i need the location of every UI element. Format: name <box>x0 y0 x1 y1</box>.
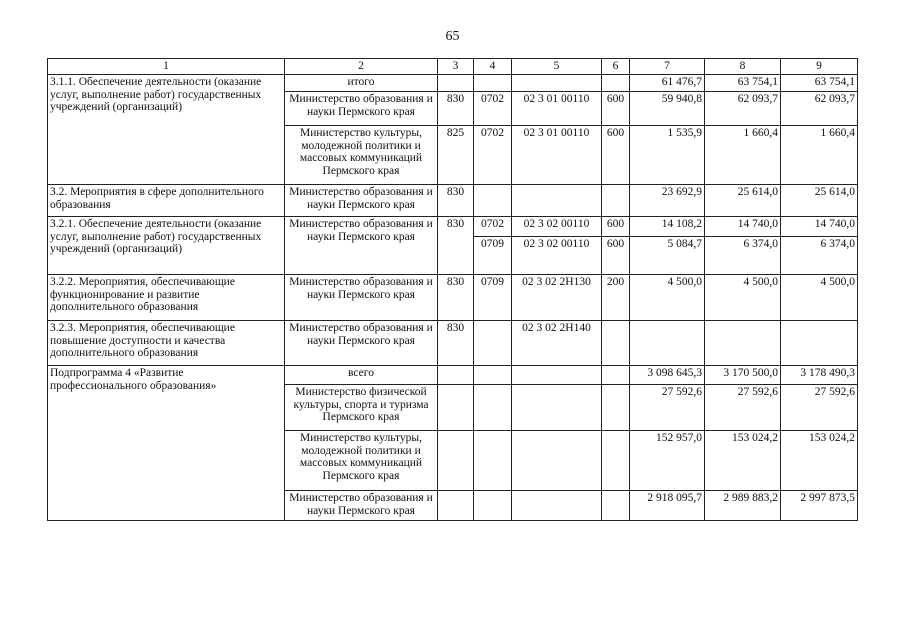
year3-value: 2 997 873,5 <box>781 491 858 521</box>
target-article-cell <box>512 385 602 431</box>
year2-value: 3 170 500,0 <box>705 366 781 385</box>
section-cell <box>474 366 512 385</box>
year1-value: 4 500,0 <box>630 275 705 321</box>
section-cell: 0702 <box>474 92 512 126</box>
year1-value: 59 940,8 <box>630 92 705 126</box>
year1-value: 14 108,2 <box>630 217 705 237</box>
administrator-cell: Министерство образования и науки Пермского края <box>285 217 438 275</box>
activity-name: 3.2.3. Мероприятия, обеспечивающие повышение доступности и качества дополнительного образования <box>48 321 285 366</box>
table-row <box>48 185 858 217</box>
header-row <box>48 59 858 75</box>
target-article-cell: 02 3 01 00110 <box>512 126 602 185</box>
year1-value: 152 957,0 <box>630 431 705 491</box>
column-header: 3 <box>438 59 474 75</box>
year2-value: 27 592,6 <box>705 385 781 431</box>
grbs-cell <box>438 431 474 491</box>
year2-value: 4 500,0 <box>705 275 781 321</box>
column-header: 2 <box>285 59 438 75</box>
target-article-cell <box>512 491 602 521</box>
activity-name: 3.2.1. Обеспечение деятельности (оказание услуг, выполнение работ) государственных учреждений (организаций) <box>48 217 285 275</box>
administrator-cell: Министерство культуры, молодежной политики и массовых коммуникаций Пермского края <box>285 431 438 491</box>
year3-value: 3 178 490,3 <box>781 366 858 385</box>
administrator-cell: Министерство образования и науки Пермского края <box>285 321 438 366</box>
column-header: 9 <box>781 59 858 75</box>
column-header: 6 <box>602 59 630 75</box>
year2-value: 153 024,2 <box>705 431 781 491</box>
column-header: 8 <box>705 59 781 75</box>
section-cell: 0709 <box>474 275 512 321</box>
section-cell <box>474 491 512 521</box>
grbs-cell <box>438 491 474 521</box>
section-cell <box>474 75 512 92</box>
expense-type-cell: 200 <box>602 275 630 321</box>
target-article-cell: 02 3 02 2Н130 <box>512 275 602 321</box>
year2-value: 63 754,1 <box>705 75 781 92</box>
administrator-cell: Министерство физической культуры, спорта и туризма Пермского края <box>285 385 438 431</box>
section-cell: 0709 <box>474 237 512 275</box>
table-row <box>48 321 858 366</box>
administrator-cell: итого <box>285 75 438 92</box>
administrator-cell: всего <box>285 366 438 385</box>
section-cell <box>474 431 512 491</box>
grbs-cell <box>438 75 474 92</box>
grbs-cell: 830 <box>438 275 474 321</box>
year2-value: 2 989 883,2 <box>705 491 781 521</box>
administrator-cell: Министерство образования и науки Пермского края <box>285 92 438 126</box>
column-header: 7 <box>630 59 705 75</box>
section-cell <box>474 321 512 366</box>
table-row <box>48 275 858 321</box>
expense-type-cell <box>602 385 630 431</box>
grbs-cell: 830 <box>438 92 474 126</box>
year3-value: 1 660,4 <box>781 126 858 185</box>
year2-value: 1 660,4 <box>705 126 781 185</box>
column-header: 1 <box>48 59 285 75</box>
expense-type-cell <box>602 431 630 491</box>
table-row <box>48 366 858 385</box>
activity-name: 3.1.1. Обеспечение деятельности (оказание услуг, выполнение работ) государственных учреждений (организаций) <box>48 75 285 185</box>
table-row <box>48 75 858 92</box>
administrator-cell: Министерство культуры, молодежной политики и массовых коммуникаций Пермского края <box>285 126 438 185</box>
year3-value: 153 024,2 <box>781 431 858 491</box>
activity-name: 3.2.2. Мероприятия, обеспечивающие функционирование и развитие дополнительного образования <box>48 275 285 321</box>
grbs-cell: 830 <box>438 185 474 217</box>
section-cell: 0702 <box>474 126 512 185</box>
year3-value: 14 740,0 <box>781 217 858 237</box>
expense-type-cell <box>602 321 630 366</box>
column-header: 4 <box>474 59 512 75</box>
expense-type-cell <box>602 185 630 217</box>
year1-value: 27 592,6 <box>630 385 705 431</box>
expense-type-cell <box>602 366 630 385</box>
year2-value: 62 093,7 <box>705 92 781 126</box>
page-number: 65 <box>445 29 460 44</box>
expense-type-cell <box>602 491 630 521</box>
grbs-cell: 825 <box>438 126 474 185</box>
year2-value: 14 740,0 <box>705 217 781 237</box>
year3-value: 25 614,0 <box>781 185 858 217</box>
grbs-cell: 830 <box>438 217 474 275</box>
target-article-cell <box>512 366 602 385</box>
year1-value: 5 084,7 <box>630 237 705 275</box>
budget-table <box>47 58 858 521</box>
grbs-cell: 830 <box>438 321 474 366</box>
year1-value: 2 918 095,7 <box>630 491 705 521</box>
section-cell <box>474 185 512 217</box>
year1-value <box>630 321 705 366</box>
expense-type-cell <box>602 75 630 92</box>
year3-value: 6 374,0 <box>781 237 858 275</box>
year2-value <box>705 321 781 366</box>
year3-value: 63 754,1 <box>781 75 858 92</box>
column-header: 5 <box>512 59 602 75</box>
section-cell: 0702 <box>474 217 512 237</box>
year1-value: 23 692,9 <box>630 185 705 217</box>
year2-value: 25 614,0 <box>705 185 781 217</box>
target-article-cell <box>512 75 602 92</box>
target-article-cell: 02 3 02 2Н140 <box>512 321 602 366</box>
year1-value: 1 535,9 <box>630 126 705 185</box>
year1-value: 61 476,7 <box>630 75 705 92</box>
activity-name: 3.2. Мероприятия в сфере дополнительного образования <box>48 185 285 217</box>
target-article-cell: 02 3 01 00110 <box>512 92 602 126</box>
year2-value: 6 374,0 <box>705 237 781 275</box>
administrator-cell: Министерство образования и науки Пермского края <box>285 185 438 217</box>
year3-value: 4 500,0 <box>781 275 858 321</box>
grbs-cell <box>438 366 474 385</box>
target-article-cell <box>512 431 602 491</box>
expense-type-cell: 600 <box>602 126 630 185</box>
administrator-cell: Министерство образования и науки Пермского края <box>285 275 438 321</box>
target-article-cell: 02 3 02 00110 <box>512 217 602 237</box>
grbs-cell <box>438 385 474 431</box>
table-row <box>48 217 858 237</box>
expense-type-cell: 600 <box>602 217 630 237</box>
expense-type-cell: 600 <box>602 92 630 126</box>
activity-name: Подпрограмма 4 «Развитие профессионального образования» <box>48 366 285 521</box>
target-article-cell <box>512 185 602 217</box>
year3-value: 27 592,6 <box>781 385 858 431</box>
section-cell <box>474 385 512 431</box>
year1-value: 3 098 645,3 <box>630 366 705 385</box>
target-article-cell: 02 3 02 00110 <box>512 237 602 275</box>
year3-value: 62 093,7 <box>781 92 858 126</box>
expense-type-cell: 600 <box>602 237 630 275</box>
year3-value <box>781 321 858 366</box>
administrator-cell: Министерство образования и науки Пермского края <box>285 491 438 521</box>
